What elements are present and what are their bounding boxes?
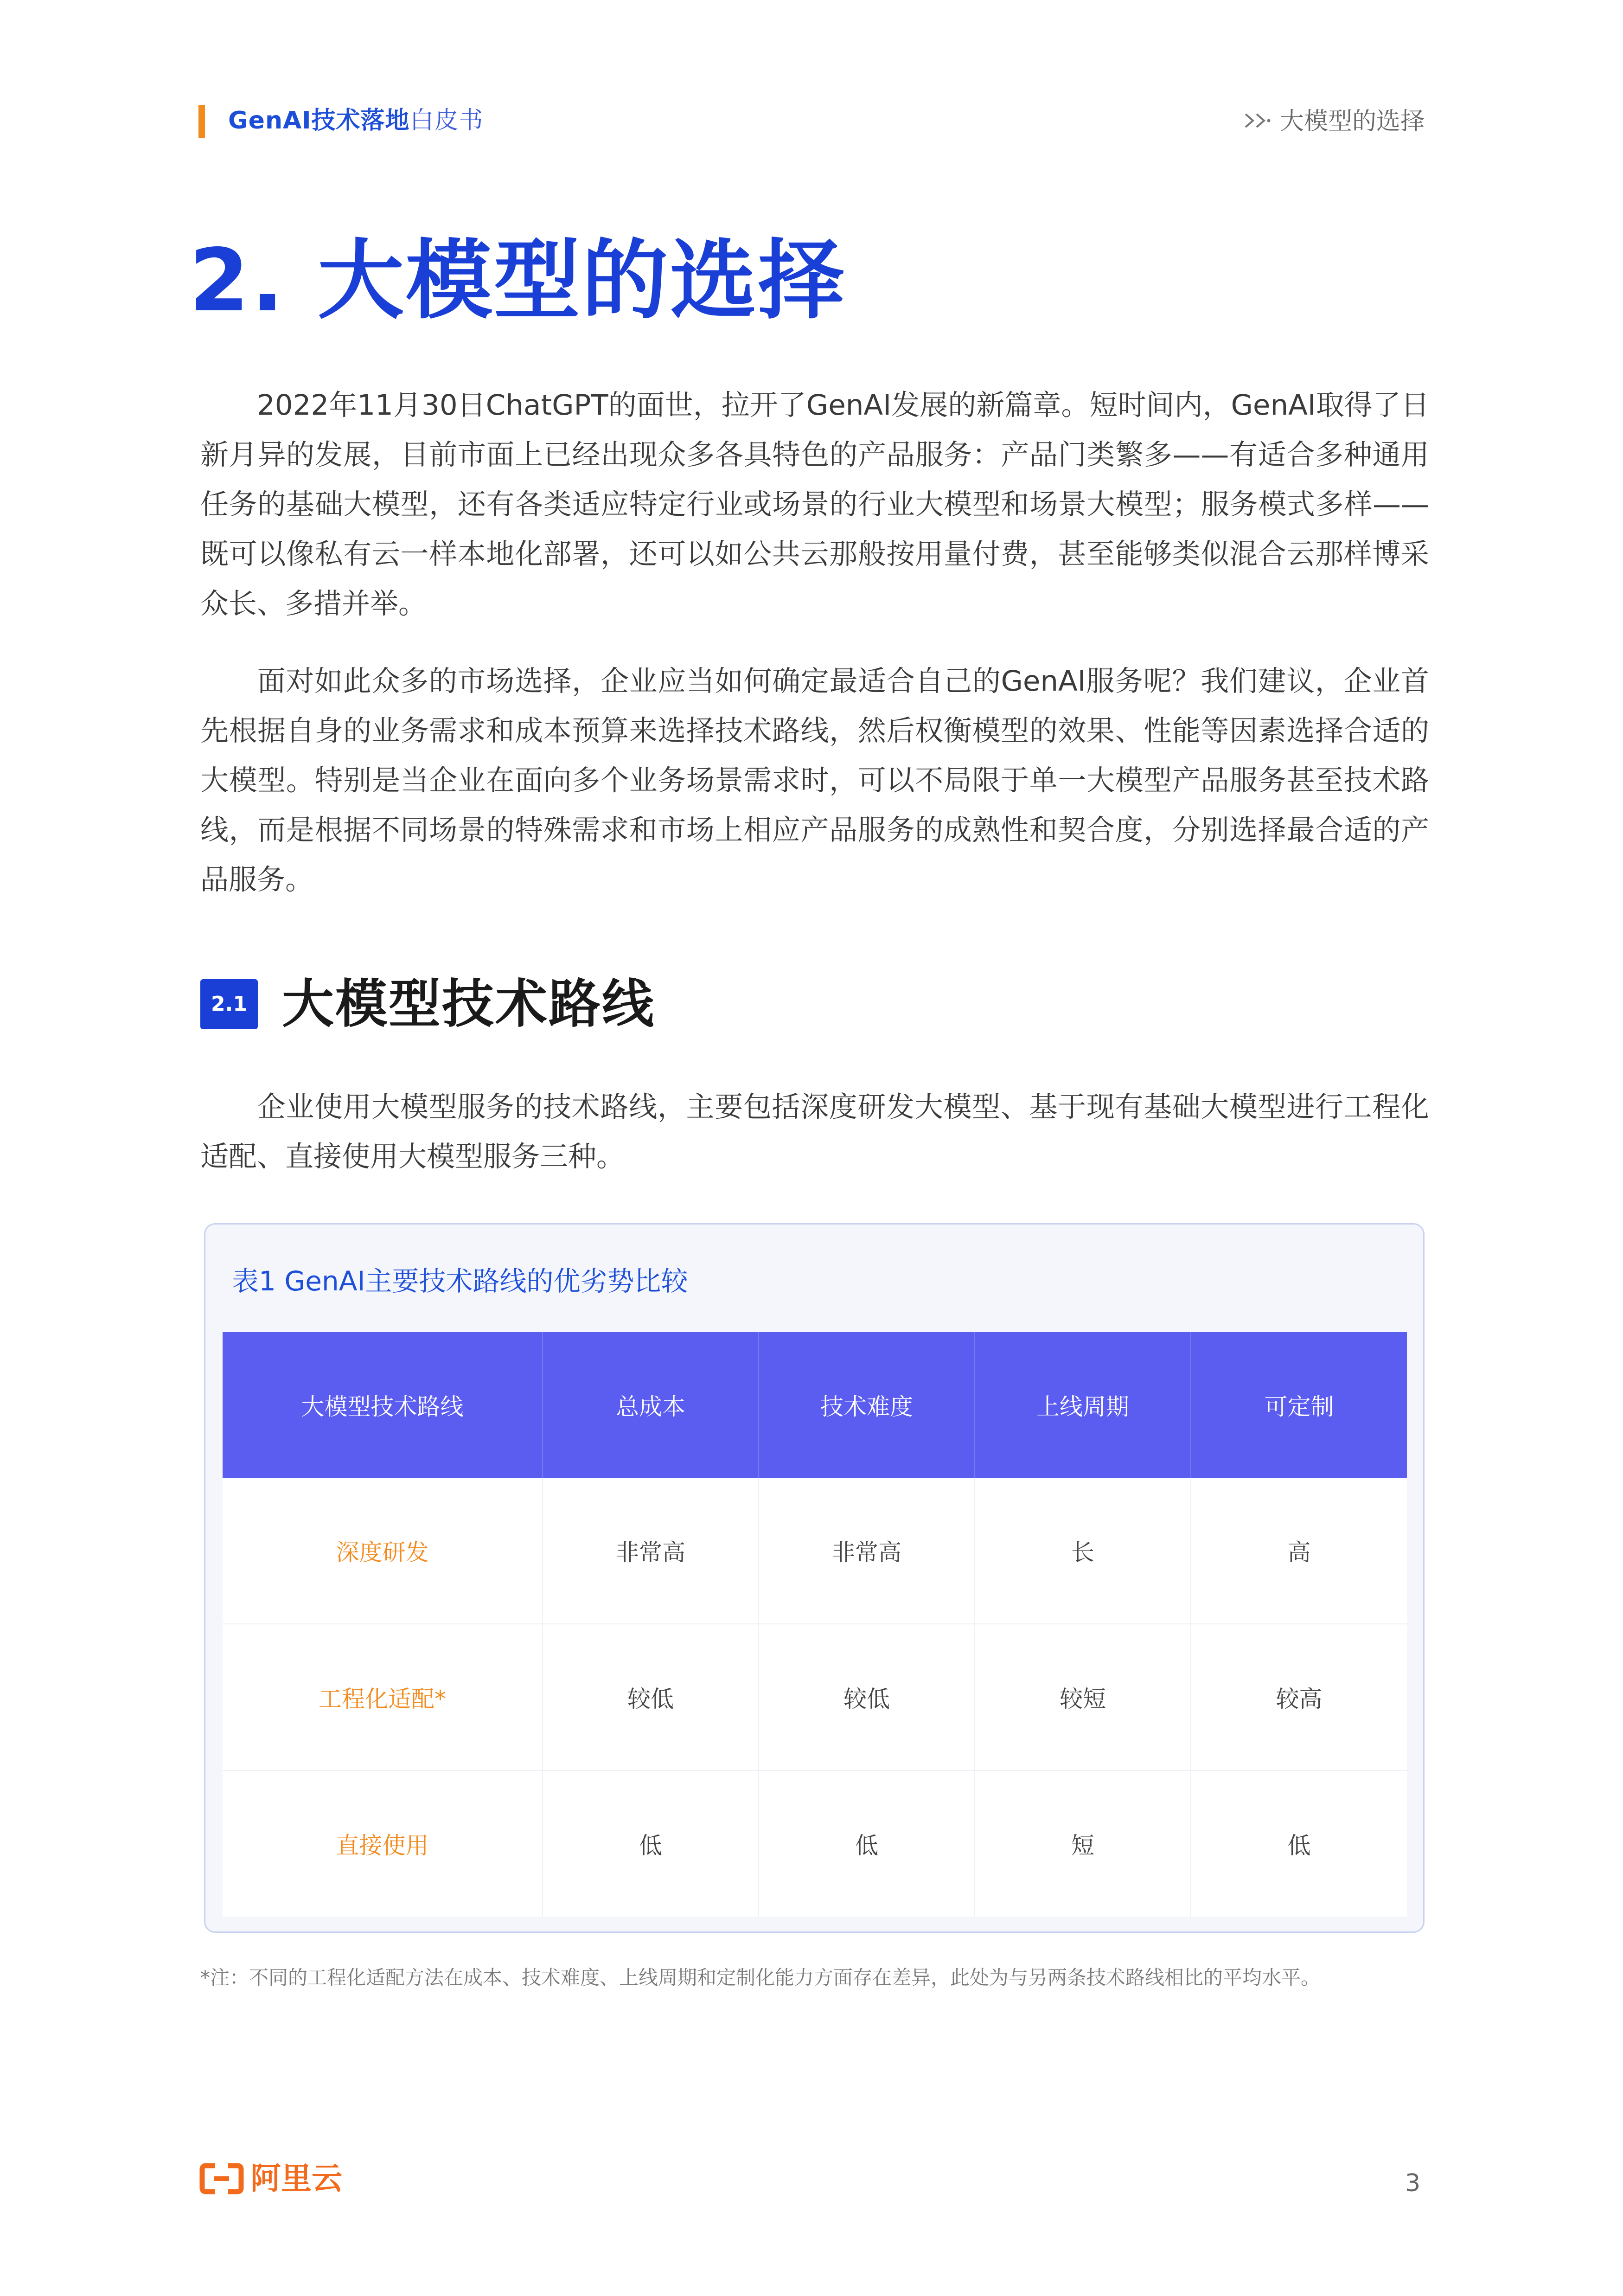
table-cell: 较低 [759,1624,975,1770]
page-number: 3 [1405,2169,1421,2197]
table-cell: 较高 [1191,1624,1407,1770]
route-name-cell: 直接使用 [223,1770,543,1917]
route-name-cell: 深度研发 [223,1478,543,1624]
table-cell: 非常高 [759,1478,975,1624]
intro-paragraph-1-text: 2022年11月30日ChatGPT的面世，拉开了GenAI发展的新篇章。短时间内，GenAI取得了日新月异的发展，目前市面上已经出现众多各具特色的产品服务：产品门类繁多——有适合多种通用任务的基础大模型，还有各类适应特定行业或场景的行业大模型和场景大模型；服务模式多样——既可以像私有云一样本地化部署，还可以如公共云那般按用量付费，甚至能够类似混合云那样博采众长、多措并举。 [200,389,1429,620]
table-row [223,1624,1407,1770]
table-row [223,1770,1407,1917]
table-header-cell: 技术难度 [759,1332,975,1478]
table-cell: 较低 [543,1624,759,1770]
double-chevron-right-icon [1243,109,1272,132]
table-cell: 高 [1191,1478,1407,1624]
table-cell: 低 [1191,1770,1407,1917]
section-paragraph-text: 企业使用大模型服务的技术路线，主要包括深度研发大模型、基于现有基础大模型进行工程化适配、直接使用大模型服务三种。 [200,1090,1429,1173]
table-row [223,1478,1407,1624]
aliyun-logo-icon [199,2162,244,2195]
header-section-title: 大模型的选择 [1280,108,1425,135]
logo-text: 阿里云 [250,2161,342,2196]
section-paragraph [200,1082,1429,1181]
section-number-badge: 2.1 [200,979,258,1029]
header-brand-light: 白皮书 [409,107,484,135]
table-header-cell: 总成本 [543,1332,759,1478]
section-title: 大模型技术路线 [282,974,655,1034]
table-cell: 低 [543,1770,759,1917]
table-header-cell: 可定制 [1191,1332,1407,1478]
comparison-table [223,1332,1407,1917]
table-footnote: *注：不同的工程化适配方法在成本、技术难度、上线周期和定制化能力方面存在差异，此处为与另两条技术路线相比的平均水平。 [200,1966,1321,1989]
table-caption: 表1 GenAI主要技术路线的优劣势比较 [232,1265,688,1297]
header-brand [228,104,484,137]
route-name-cell: 工程化适配* [223,1624,543,1770]
header-accent-bar [198,105,205,138]
header-brand-bold: GenAI技术落地 [228,107,410,135]
table-cell: 短 [975,1770,1191,1917]
table-cell: 较短 [975,1624,1191,1770]
intro-paragraph-2-text: 面对如此众多的市场选择，企业应当如何确定最适合自己的GenAI服务呢？我们建议，企业首先根据自身的业务需求和成本预算来选择技术路线，然后权衡模型的效果、性能等因素选择合适的大模型。特别是当企业在面向多个业务场景需求时，可以不局限于单一大模型产品服务甚至技术路线，而是根据不同场景的特殊需求和市场上相应产品服务的成熟性和契合度，分别选择最合适的产品服务。 [200,665,1429,896]
table-cell: 长 [975,1478,1191,1624]
table-header-row [223,1332,1407,1478]
intro-paragraph-2 [200,656,1429,904]
aliyun-logo [199,2158,342,2200]
table-header-cell: 大模型技术路线 [223,1332,543,1478]
table-header-cell: 上线周期 [975,1332,1191,1478]
table-cell: 低 [759,1770,975,1917]
chapter-title: 2. 大模型的选择 [189,230,846,331]
table-cell: 非常高 [543,1478,759,1624]
intro-paragraph-1 [200,380,1429,629]
